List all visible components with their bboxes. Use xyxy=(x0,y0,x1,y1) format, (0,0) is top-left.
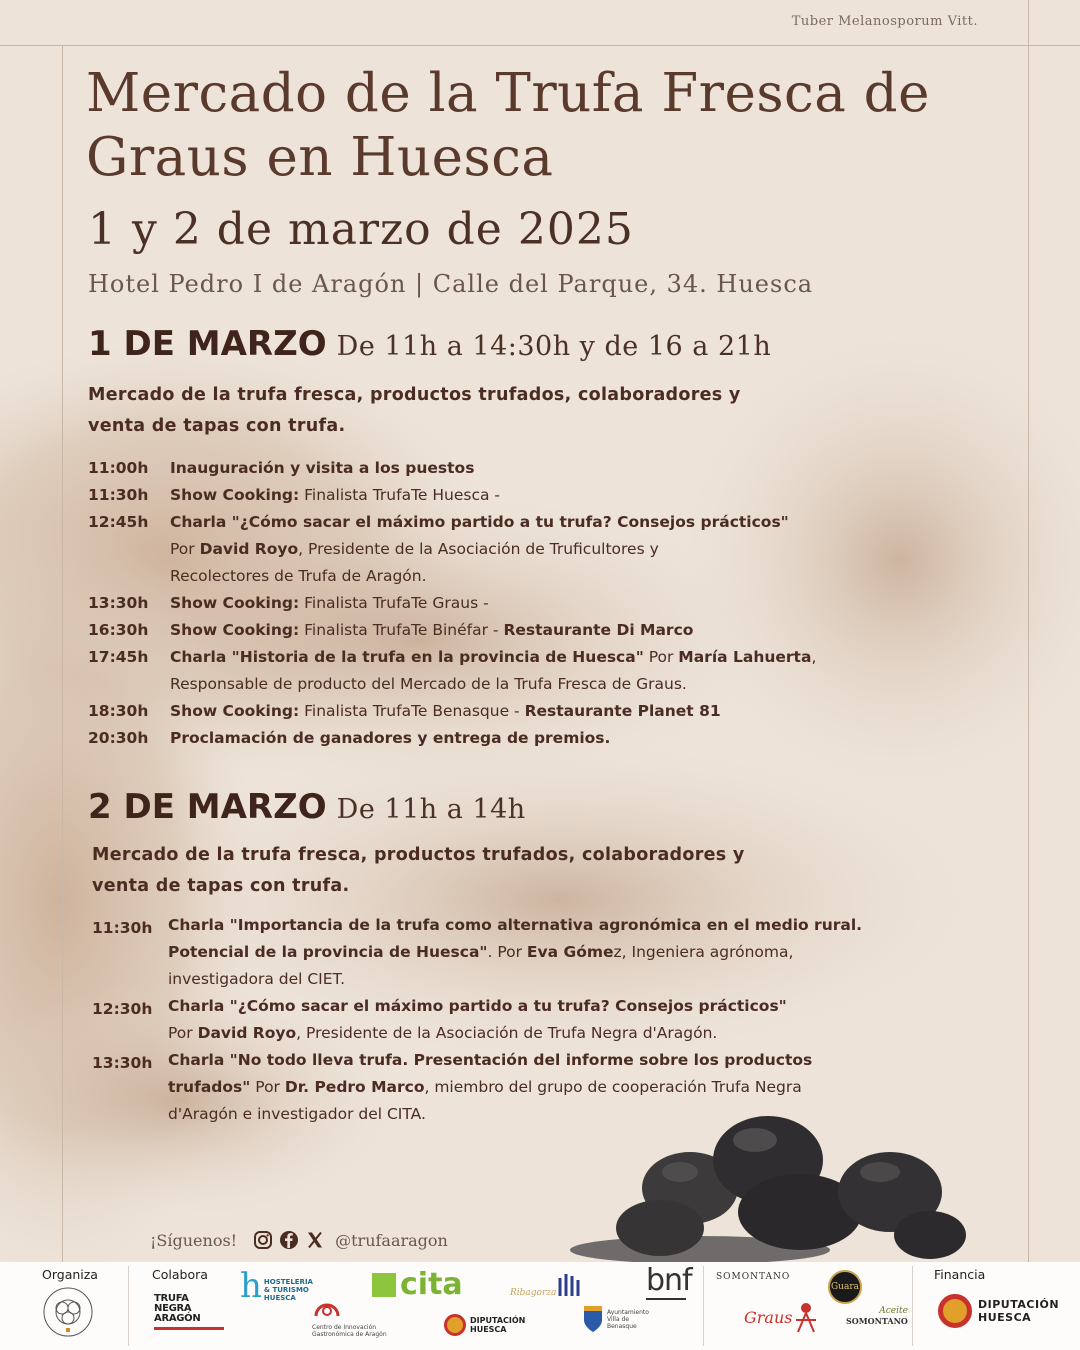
social-bar xyxy=(150,1230,448,1250)
schedule-rest: Por xyxy=(168,1024,198,1042)
centro-logo-text: Gastronómica de Aragón xyxy=(312,1331,387,1338)
hosteleria-logo-text: HOSTELERIA xyxy=(263,1278,313,1286)
footer-divider xyxy=(128,1266,129,1346)
footer-divider xyxy=(703,1266,704,1346)
event-title-line2: Graus en Huesca xyxy=(86,127,554,188)
benasque-shield xyxy=(582,1304,604,1334)
schedule-item xyxy=(92,912,972,993)
follow-label: ¡Síguenos! xyxy=(150,1230,238,1250)
schedule-time: 13:30h xyxy=(92,1054,153,1072)
social-handle[interactable]: @trufaaragon xyxy=(335,1230,448,1250)
hosteleria-turismo-logo: h HOSTELERIA & TURISMO HUESCA xyxy=(240,1266,313,1306)
facebook-icon[interactable] xyxy=(279,1230,299,1250)
aceite-somontano-logo xyxy=(846,1306,908,1326)
diputacion-logo-text: HUESCA xyxy=(470,1325,507,1334)
schedule-item xyxy=(92,1047,972,1128)
footer-divider xyxy=(912,1266,913,1346)
diputacion-huesca-small-logo xyxy=(444,1314,525,1336)
schedule-lead: Potencial de la provincia de Huesca" xyxy=(168,943,488,961)
schedule-lead: Charla "Historia de la trufa en la provincia de Huesca" xyxy=(170,648,644,666)
frame-line-right xyxy=(1028,0,1029,1262)
day2-intro-line1: Mercado de la trufa fresca, productos trufados, colaboradores y xyxy=(92,845,745,865)
schedule-item xyxy=(88,509,918,590)
schedule-rest: Por xyxy=(250,1078,285,1096)
speaker-name: David Royo xyxy=(199,540,299,558)
benasque-logo xyxy=(582,1304,649,1334)
schedule-desc xyxy=(170,509,918,590)
guara-logo xyxy=(828,1270,862,1304)
schedule-time: 16:30h xyxy=(88,621,149,639)
schedule-rest: Responsable de producto del Mercado de la Trufa Fresca de Graus. xyxy=(170,675,687,693)
schedule-lead: Show Cooking: xyxy=(170,486,300,504)
schedule-rest: Finalista TrufaTe Huesca - xyxy=(299,486,500,504)
day1-schedule xyxy=(88,455,918,752)
schedule-lead: trufados" xyxy=(168,1078,251,1096)
somontano-logo: SOMONTANO xyxy=(716,1272,791,1282)
schedule-time: 13:30h xyxy=(88,594,149,612)
schedule-desc xyxy=(170,482,918,509)
aceite-logo-text: SOMONTANO xyxy=(846,1316,908,1326)
schedule-desc xyxy=(170,617,918,644)
fiesta-figure-logo xyxy=(792,1302,820,1336)
schedule-rest: Finalista TrufaTe Binéfar - xyxy=(299,621,504,639)
schedule-time: 18:30h xyxy=(88,702,149,720)
centro-innovacion-mark xyxy=(312,1298,342,1320)
diputacion-logo-text: DIPUTACIÓN xyxy=(470,1316,526,1325)
cita-logo xyxy=(372,1267,463,1302)
species-label: Tuber Melanosporum Vitt. xyxy=(791,14,978,29)
schedule-desc xyxy=(170,698,918,725)
ribagorza-logo-text: Ribagorza xyxy=(510,1288,557,1298)
organiza-label: Organiza xyxy=(42,1267,98,1282)
schedule-lead: Charla "¿Cómo sacar el máximo partido a tu trufa? Consejos prácticos" xyxy=(168,997,787,1015)
schedule-item xyxy=(88,725,918,752)
restaurant-name: Restaurante Planet 81 xyxy=(524,702,721,720)
day2-title: 2 DE MARZO xyxy=(88,787,327,827)
speaker-name: Dr. Pedro Marco xyxy=(284,1078,425,1096)
schedule-item xyxy=(88,482,918,509)
frame-line-top xyxy=(0,45,1080,46)
day2-heading xyxy=(88,787,526,827)
schedule-desc xyxy=(168,912,972,993)
schedule-rest: Finalista TrufaTe Graus - xyxy=(299,594,489,612)
schedule-time: 11:30h xyxy=(88,486,149,504)
schedule-rest: z, Ingeniera agrónoma, xyxy=(613,943,794,961)
event-title xyxy=(86,62,1016,190)
sponsors-footer xyxy=(0,1262,1080,1350)
schedule-time: 11:30h xyxy=(92,919,153,937)
hosteleria-logo-text: & TURISMO xyxy=(263,1286,309,1294)
schedule-lead: Charla "Importancia de la trufa como alternativa agronómica en el medio rural. xyxy=(168,916,863,934)
schedule-rest: Finalista TrufaTe Benasque - xyxy=(299,702,525,720)
schedule-rest: , xyxy=(811,648,817,666)
frame-line-left xyxy=(62,45,63,1262)
schedule-desc-text: Proclamación de ganadores y entrega de premios. xyxy=(170,729,611,747)
schedule-time: 17:45h xyxy=(88,648,149,666)
hosteleria-logo-text: HUESCA xyxy=(263,1294,296,1302)
benasque-logo-text: Ayuntamiento xyxy=(607,1308,649,1316)
schedule-rest: Por xyxy=(643,648,679,666)
event-date: 1 y 2 de marzo de 2025 xyxy=(88,204,634,255)
speaker-name: David Royo xyxy=(197,1024,297,1042)
bnf-logo xyxy=(646,1263,692,1300)
guara-logo-text: Guara xyxy=(830,1282,860,1292)
speaker-name: María Lahuerta xyxy=(678,648,812,666)
centro-logo-text: Centro de Innovación xyxy=(312,1324,377,1331)
schedule-desc xyxy=(168,1047,972,1128)
schedule-item xyxy=(88,590,918,617)
schedule-desc-text: Inauguración y visita a los puestos xyxy=(170,459,475,477)
trufa-negra-logo-text: TRUFA NEGRA ARAGÓN xyxy=(154,1293,201,1324)
schedule-lead: Charla "No todo lleva trufa. Presentación del informe sobre los productos xyxy=(168,1051,813,1069)
event-title-line1: Mercado de la Trufa Fresca de xyxy=(86,63,930,124)
day1-title: 1 DE MARZO xyxy=(88,324,327,364)
schedule-item xyxy=(88,644,918,698)
schedule-rest: . Por xyxy=(487,943,527,961)
schedule-time: 11:00h xyxy=(88,459,149,477)
day2-intro-line2: venta de tapas con trufa. xyxy=(92,876,350,896)
schedule-desc xyxy=(170,590,918,617)
day2-schedule xyxy=(92,912,972,1128)
schedule-desc xyxy=(170,725,918,752)
colabora-label: Colabora xyxy=(152,1267,208,1282)
schedule-desc xyxy=(168,993,972,1047)
day1-intro-line1: Mercado de la trufa fresca, productos trufados, colaboradores y xyxy=(88,385,741,405)
schedule-desc xyxy=(170,455,918,482)
diputacion-fin-text: DIPUTACIÓN xyxy=(978,1298,1060,1311)
schedule-time: 12:45h xyxy=(88,513,149,531)
aceite-logo-text: Aceite xyxy=(879,1306,908,1316)
trufa-negra-logo xyxy=(154,1294,224,1330)
schedule-rest: , Presidente de la Asociación de Truficultores y xyxy=(298,540,659,558)
schedule-item xyxy=(88,617,918,644)
cita-logo-text: cita xyxy=(400,1267,463,1302)
benasque-logo-text: Villa de xyxy=(607,1315,630,1323)
schedule-rest: Por xyxy=(170,540,200,558)
organizer-seal-logo xyxy=(42,1286,94,1338)
schedule-lead: Charla "¿Cómo sacar el máximo partido a tu trufa? Consejos prácticos" xyxy=(170,513,789,531)
day1-heading xyxy=(88,324,771,364)
bnf-logo-text: bnf xyxy=(646,1263,692,1298)
instagram-icon[interactable] xyxy=(253,1230,273,1250)
centro-innovacion-logo xyxy=(312,1298,387,1338)
day1-intro-line2: venta de tapas con trufa. xyxy=(88,416,346,436)
day1-intro xyxy=(88,380,741,442)
schedule-item xyxy=(88,698,918,725)
x-icon[interactable] xyxy=(305,1230,325,1250)
schedule-item xyxy=(92,993,972,1047)
schedule-rest: d'Aragón e investigador del CITA. xyxy=(168,1105,426,1123)
schedule-time: 12:30h xyxy=(92,1000,153,1018)
diputacion-huesca-logo xyxy=(938,1294,1059,1328)
benasque-logo-text: Benasque xyxy=(607,1322,637,1330)
schedule-time: 20:30h xyxy=(88,729,149,747)
schedule-lead: Show Cooking: xyxy=(170,621,300,639)
graus-logo: Graus xyxy=(744,1308,793,1327)
restaurant-name: Restaurante Di Marco xyxy=(503,621,694,639)
schedule-rest: , Presidente de la Asociación de Trufa Negra d'Aragón. xyxy=(296,1024,718,1042)
schedule-desc xyxy=(170,644,918,698)
diputacion-fin-text: HUESCA xyxy=(978,1311,1032,1324)
day2-intro xyxy=(92,840,745,902)
schedule-rest: , miembro del grupo de cooperación Trufa Negra xyxy=(424,1078,802,1096)
schedule-lead: Show Cooking: xyxy=(170,702,300,720)
day1-hours: De 11h a 14:30h y de 16 a 21h xyxy=(336,331,772,362)
day2-hours: De 11h a 14h xyxy=(336,794,526,825)
schedule-rest: investigadora del CIET. xyxy=(168,970,346,988)
event-venue: Hotel Pedro I de Aragón | Calle del Parque, 34. Huesca xyxy=(88,270,814,298)
speaker-name: Eva Góme xyxy=(526,943,614,961)
schedule-item xyxy=(88,455,918,482)
ribagorza-logo xyxy=(510,1272,584,1298)
ribagorza-mark xyxy=(556,1272,584,1298)
schedule-rest: Recolectores de Trufa de Aragón. xyxy=(170,567,427,585)
schedule-lead: Show Cooking: xyxy=(170,594,300,612)
financia-label: Financia xyxy=(934,1267,986,1282)
